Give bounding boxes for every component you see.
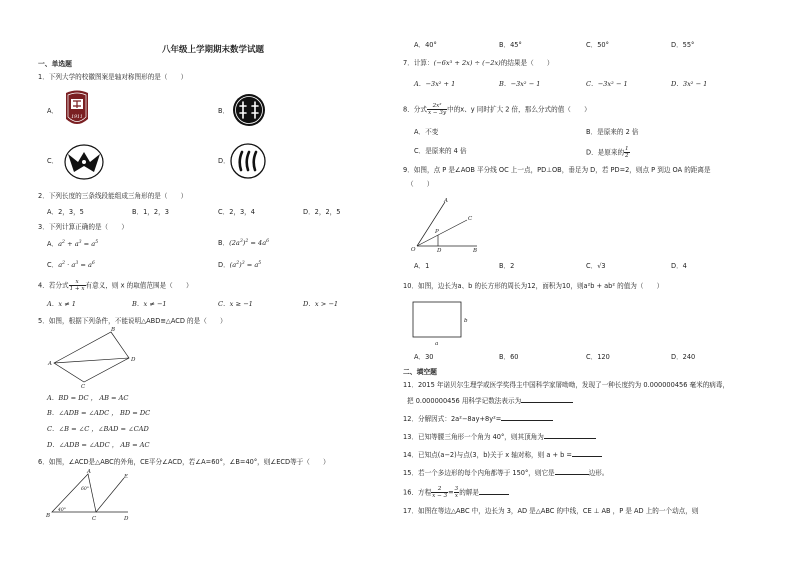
q2-option-c: C．2，3，4 — [218, 208, 255, 216]
right-page — [397, 0, 794, 562]
q9-stem: 9．如图，点 P 是∠AOB 平分线 OC 上一点，PD⊥OB，垂足为 D，若 PD=2，则点 P 到边 OA 的距离是 — [403, 166, 711, 174]
q1-option-d-label: D． — [218, 157, 230, 165]
badge-c-image — [64, 144, 104, 180]
q2-option-a: A．2，3，5 — [47, 208, 84, 216]
q12-stem: 12．分解因式：2a²−8ay+8y²= — [403, 416, 553, 423]
q7-option-c: C．−3x² − 1 — [586, 80, 628, 88]
q7-option-b: B．−3x² − 1 — [499, 80, 541, 88]
q4-option-a: A．x ≠ 1 — [47, 300, 76, 308]
q11-line1: 11．2015 年诺贝尔生理学或医学奖得主中国科学家屠呦呦，发现了一种长度约为 0.000000456 毫米的病毒， — [403, 381, 730, 389]
q9-option-a: A．1 — [414, 262, 430, 270]
q9-option-c: C．√3 — [586, 262, 606, 270]
q5-option-d: D．∠ADB = ∠ADC ， AB = AC — [47, 441, 150, 449]
q4-option-b: B．x ≠ −1 — [132, 300, 167, 308]
q4-option-c: C．x ≥ −1 — [218, 300, 253, 308]
q3-option-b: B．$(2a^3)^2 = 4a^6$ — [218, 238, 270, 247]
q3-stem: 3．下列计算正确的是（ ） — [38, 223, 128, 231]
q2-option-b: B．1，2，3 — [132, 208, 169, 216]
q1-stem: 1．下列大学的校徽图案是轴对称图形的是（ ） — [38, 73, 188, 81]
q5-option-b: B．∠ADB = ∠ADC ， BD = DC — [47, 409, 151, 417]
q7-option-a: A．−3x² + 1 — [414, 80, 456, 88]
svg-text:1911: 1911 — [71, 115, 83, 120]
q4-option-d: D．x > −1 — [303, 300, 339, 308]
badge-b-image — [232, 93, 266, 127]
q3-option-a: A．$a^2 + a^3 = a^5$ — [47, 239, 99, 248]
q2-stem: 2．下列长度的三条线段能组成三角形的是（ ） — [38, 192, 188, 200]
q10-option-b: B．60 — [499, 353, 519, 361]
q5-option-a: A．BD = DC ， AB = AC — [47, 394, 129, 402]
svg-text:a: a — [435, 341, 439, 347]
q1-option-b-label: B． — [218, 107, 230, 115]
svg-text:D: D — [437, 248, 442, 254]
q5-label-a: A — [48, 361, 52, 367]
section-single-choice: 一、单选题 — [38, 60, 72, 68]
q6-figure — [44, 470, 136, 520]
q11-line2: 把 0.000000456 用科学记数法表示为 — [407, 398, 573, 405]
section-fill-blank: 二、填空题 — [403, 368, 437, 376]
q3-option-d: D．$(a^2)^3 = a^5$ — [218, 260, 262, 269]
svg-text:A: A — [87, 469, 91, 475]
q10-option-d: D．240 — [671, 353, 696, 361]
q1-option-c-label: C． — [47, 157, 59, 165]
q7-option-d: D．3x² − 1 — [671, 80, 708, 88]
svg-text:O: O — [411, 247, 416, 253]
q5-label-d: D — [131, 357, 136, 363]
svg-text:P: P — [435, 229, 439, 235]
svg-text:C: C — [92, 516, 97, 522]
q3-option-c: C．$a^2 \cdot a^3 = a^6$ — [47, 260, 95, 269]
q5-stem: 5．如图，根据下列条件，不能说明△ABD≌△ACD 的是（ ） — [38, 317, 227, 325]
q6-option-d: D．55° — [671, 41, 695, 49]
q8-option-b: B．是原来的 2 倍 — [586, 128, 639, 136]
svg-text:E: E — [124, 474, 129, 480]
svg-text:D: D — [124, 516, 129, 522]
q8-stem: 8．分式 $\frac{\text{2x²}}{x - 3y}$ 中的x、y 同时扩大 2 倍，那么分式的值（ ） — [403, 103, 591, 116]
q8-option-c: C．是原来的 4 倍 — [414, 147, 467, 155]
q6-option-b: B．45° — [499, 41, 522, 49]
paper-title: 八年级上学期期末数学试题 — [162, 45, 265, 55]
q7-stem: 7．计算：(−6x³ + 2x) ÷ (−2x)的结果是（ ） — [403, 59, 554, 67]
q9-option-d: D．4 — [671, 262, 687, 270]
q6-option-a: A．40° — [414, 41, 437, 49]
svg-text:B: B — [473, 248, 478, 254]
svg-text:A: A — [444, 198, 448, 204]
badge-a-image — [64, 89, 90, 129]
q10-option-a: A．30 — [414, 353, 434, 361]
q5-figure — [48, 328, 138, 388]
q16-stem: 16．方程 $\frac{2}{x - 3}$ = $\frac{3}{x}$ 的解是 — [403, 486, 509, 499]
q8-option-a: A．不变 — [414, 128, 439, 136]
svg-text:C: C — [468, 216, 473, 222]
q2-option-d: D．2，2，5 — [303, 208, 341, 216]
q9-option-b: B．2 — [499, 262, 515, 270]
q6-option-c: C．50° — [586, 41, 609, 49]
q17-stem: 17．如图在等边△ABC 中，边长为 3，AD 是△ABC 的中线，CE ⊥ AB ，P 是 AD 上的一个动点，则 — [403, 507, 699, 515]
q9-paren: （ ） — [407, 180, 434, 188]
q9-figure — [411, 196, 481, 252]
q5-label-c: C — [81, 384, 86, 390]
badge-d-image — [230, 143, 266, 179]
q5-option-c: C．∠B = ∠C ，∠BAD = ∠CAD — [47, 425, 149, 433]
q10-stem: 10．如图，边长为a、b 的长方形的周长为12，面积为10，则a²b + ab² 的值为（ ） — [403, 282, 664, 290]
svg-text:B: B — [46, 513, 51, 519]
q10-option-c: C．120 — [586, 353, 610, 361]
q1-option-a-label: A． — [47, 107, 59, 115]
q15-stem: 15．若一个多边形的每个内角都等于 150°，则它是 边形。 — [403, 469, 609, 477]
q8-option-d: D．是原来的 $\frac{1}{2}$ — [586, 146, 629, 159]
q4-stem: 4．若分式 $\frac{x}{1 + x}$ 有意义，则 x 的取值范围是（ ） — [38, 279, 193, 292]
svg-text:b: b — [464, 318, 468, 324]
svg-text:40°: 40° — [58, 508, 66, 513]
svg-text:60°: 60° — [81, 487, 89, 492]
q14-stem: 14．已知点(a−2)与点(3，b)关于 x 轴对称，则 a + b = — [403, 452, 602, 459]
q10-rectangle — [413, 302, 461, 337]
q6-stem: 6．如图，∠ACD是△ABC的外角，CE平分∠ACD，若∠A=60°，∠B=40°，则∠ECD等于（ ） — [38, 458, 330, 466]
q10-figure — [411, 300, 471, 346]
q5-label-b: B — [111, 327, 116, 333]
q13-stem: 13．已知等腰三角形一个角为 40°，则其顶角为 — [403, 434, 596, 441]
